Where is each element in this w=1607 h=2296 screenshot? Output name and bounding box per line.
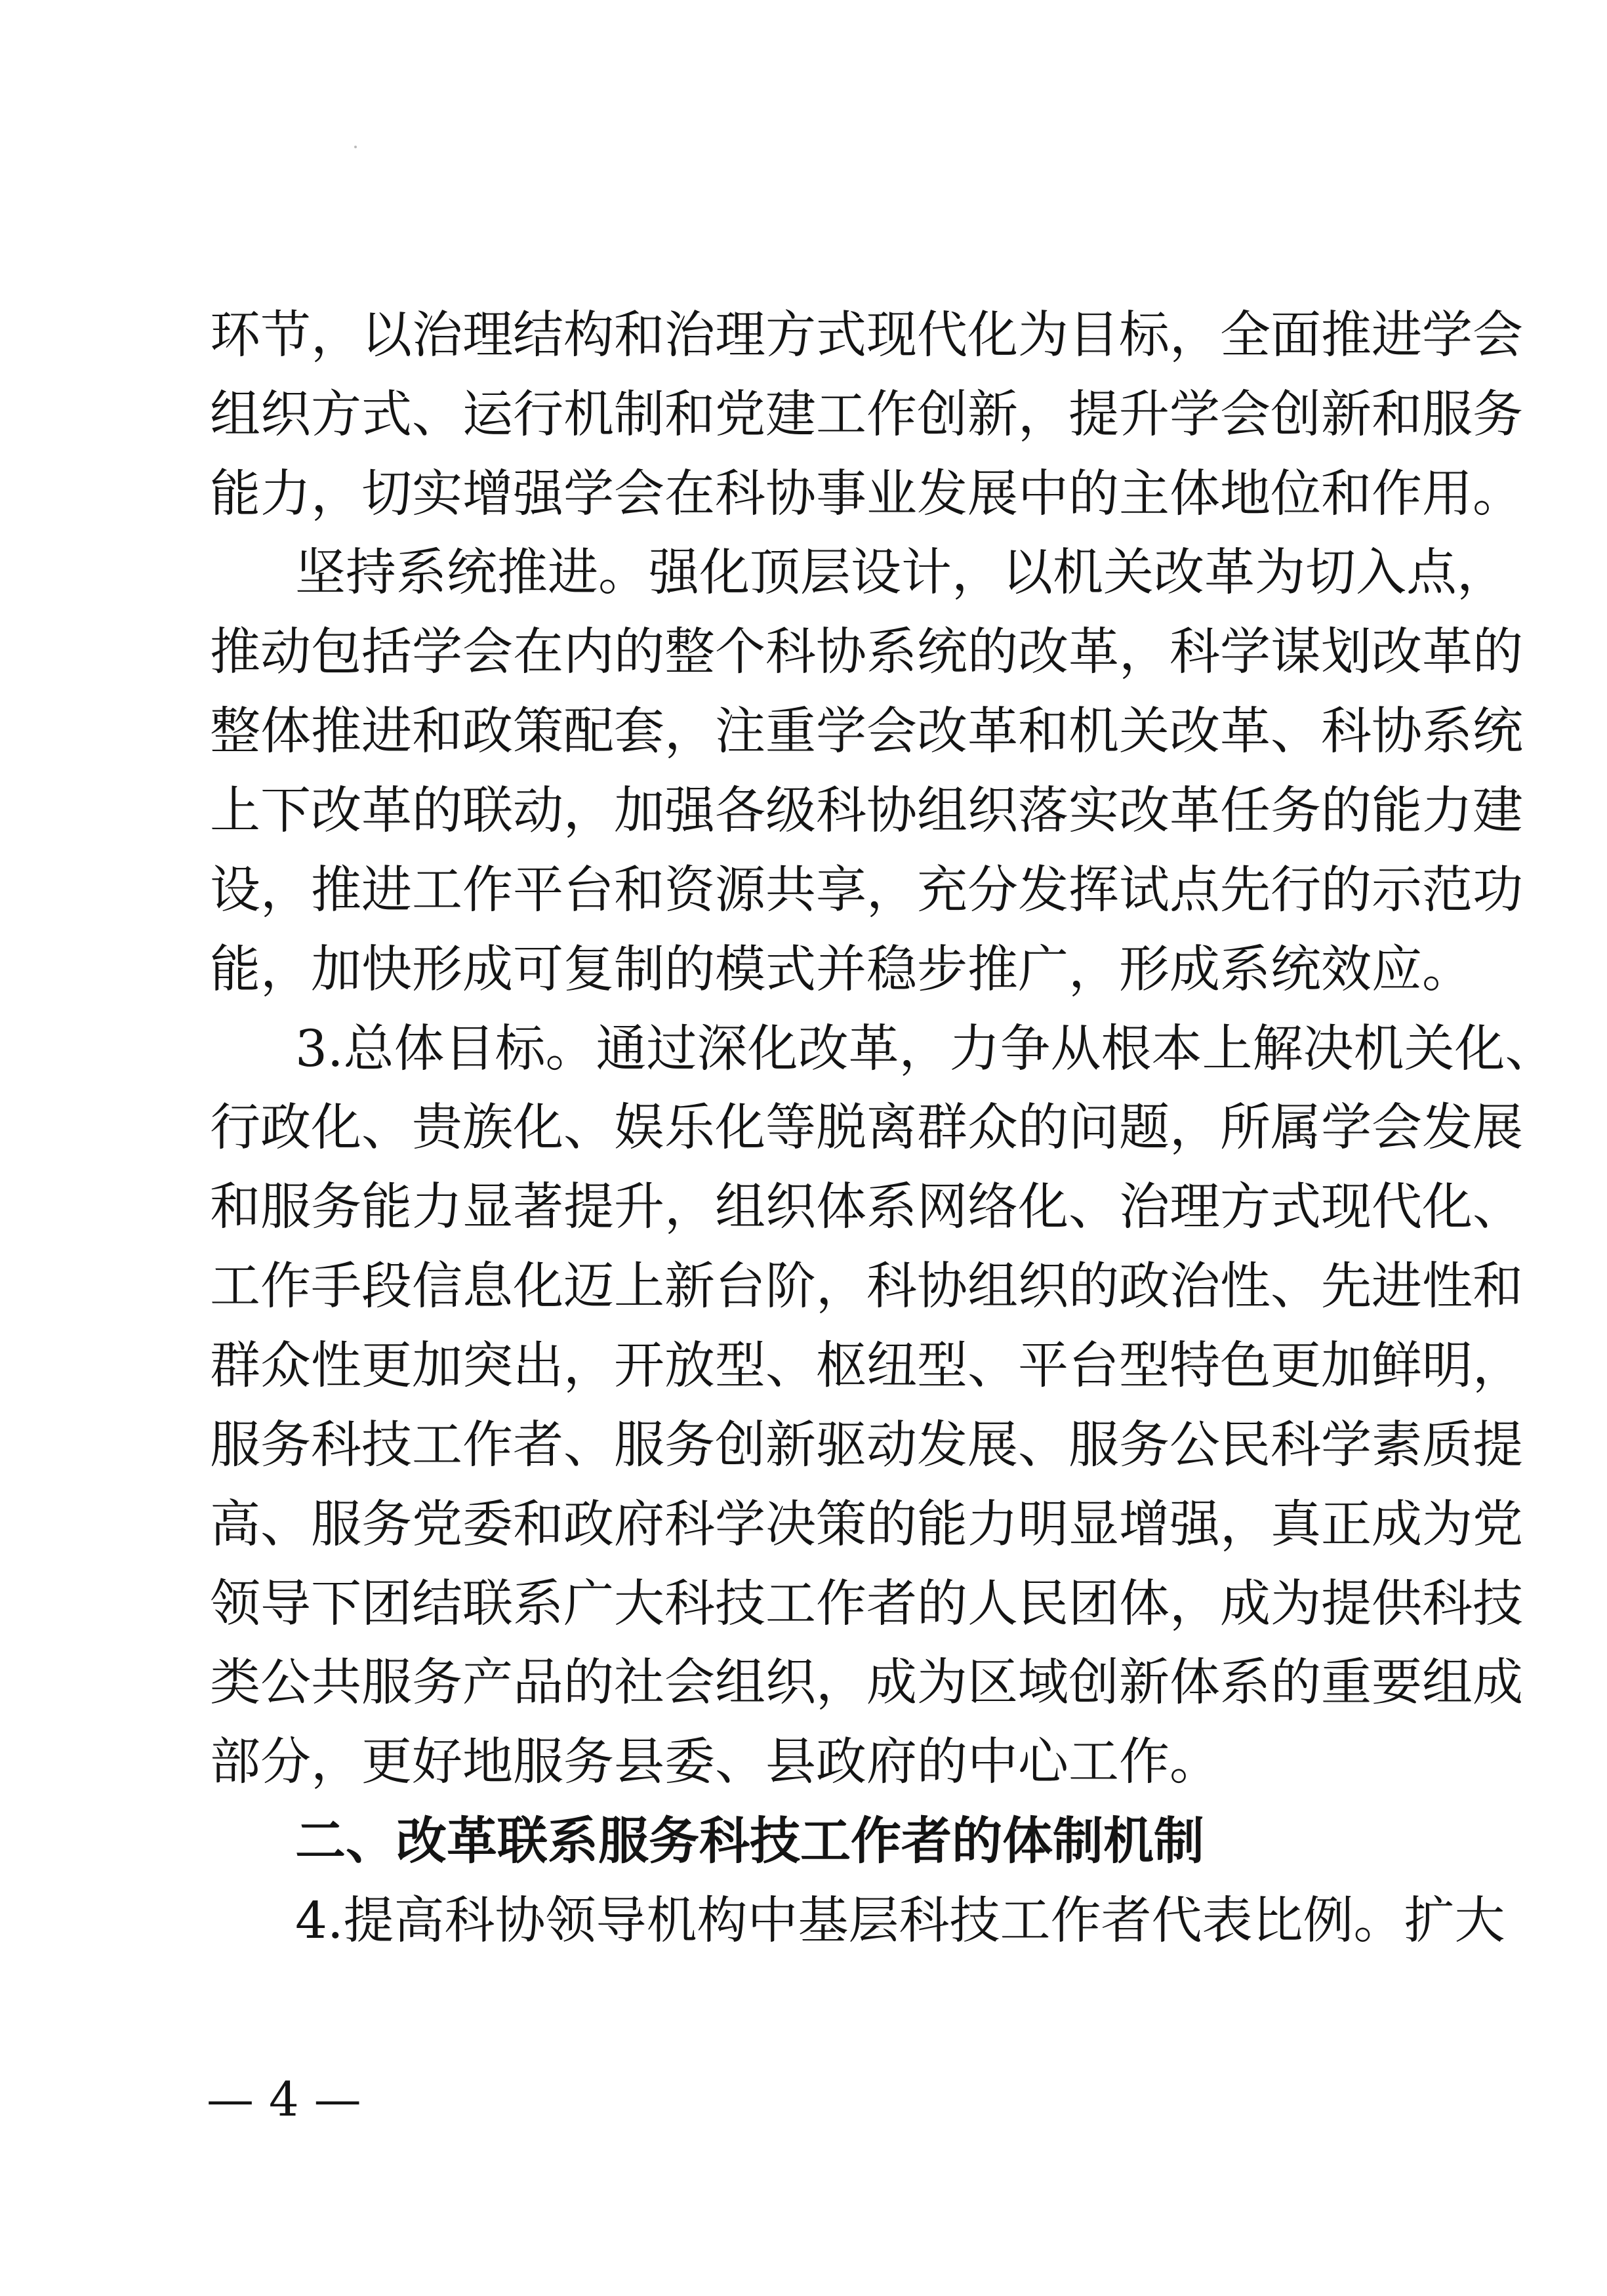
body-line: 行政化、贵族化、娱乐化等脱离群众的问题，所属学会发展 [210,1099,1523,1157]
body-line: 整体推进和政策配套，注重学会改革和机关改革、科协系统 [210,703,1523,761]
body-line: 环节，以治理结构和治理方式现代化为目标，全面推进学会 [210,306,1523,365]
body-line: 服务科技工作者、服务创新驱动发展、服务公民科学素质提 [210,1416,1523,1475]
body-line: 领导下团结联系广大科技工作者的人民团体，成为提供科技 [210,1575,1523,1633]
body-line: 能，加快形成可复制的模式并稳步推广，形成系统效应。 [210,941,1473,999]
paragraph-first-line: 3.总体目标。通过深化改革，力争从根本上解决机关化、 [295,1020,1556,1078]
body-line: 群众性更加突出，开放型、枢纽型、平台型特色更加鲜明， [210,1337,1523,1395]
body-line: 和服务能力显著提升，组织体系网络化、治理方式现代化、 [210,1178,1523,1237]
paragraph-first-line: 4.提高科协领导机构中基层科技工作者代表比例。扩大 [295,1892,1505,1950]
paragraph-first-line: 坚持系统推进。强化顶层设计，以机关改革为切入点， [295,544,1507,602]
body-line: 设，推进工作平台和资源共享，充分发挥试点先行的示范功 [210,861,1523,920]
body-line: 能力，切实增强学会在科协事业发展中的主体地位和作用。 [210,465,1523,523]
body-line: 部分，更好地服务县委、县政府的中心工作。 [210,1733,1220,1792]
body-line: 组织方式、运行机制和党建工作创新，提升学会创新和服务 [210,386,1523,444]
body-line: 推动包括学会在内的整个科协系统的改革，科学谋划改革的 [210,623,1523,682]
body-line: 类公共服务产品的社会组织，成为区域创新体系的重要组成 [210,1654,1523,1712]
body-line: 上下改革的联动，加强各级科协组织落实改革任务的能力建 [210,782,1523,840]
section-heading: 二、改革联系服务科技工作者的体制机制 [295,1813,1204,1871]
scan-speck [354,146,357,148]
page-number: — 4 — [207,2072,361,2127]
body-line: 工作手段信息化迈上新台阶，科协组织的政治性、先进性和 [210,1258,1523,1316]
body-line: 高、服务党委和政府科学决策的能力明显增强，真正成为党 [210,1496,1523,1554]
